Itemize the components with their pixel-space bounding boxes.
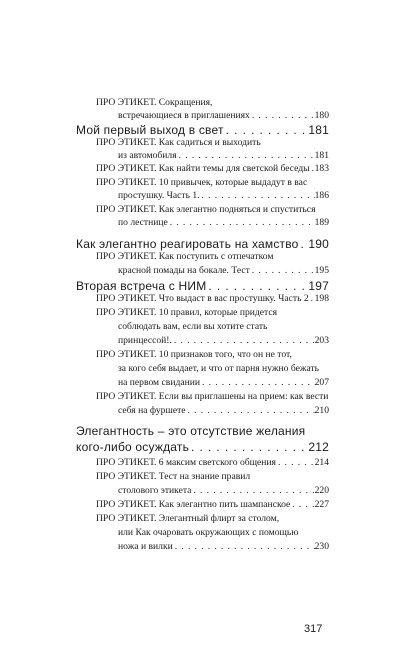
toc-entry-title: ПРО ЭТИКЕТ. Как элегантно пить шампанское	[96, 499, 291, 510]
toc-entry-line	[96, 204, 329, 216]
toc-entry-line	[118, 265, 329, 277]
toc-entry-line	[96, 457, 329, 469]
toc-entry-title: на первом свидании	[118, 377, 200, 388]
toc-entry-line	[96, 391, 329, 403]
toc-entry-line	[118, 527, 329, 539]
toc-entry-title: Вторая встреча с НИМ	[76, 279, 207, 293]
toc-entry-line	[96, 97, 329, 109]
toc-chapter-line	[76, 424, 329, 438]
toc-entry-title: ПРО ЭТИКЕТ. Как найти темы для светской беседы	[96, 163, 310, 174]
toc-entry-title: ПРО ЭТИКЕТ. Элегантный флирт за столом,	[96, 513, 280, 524]
dot-leader	[186, 405, 315, 417]
toc-entry-line	[96, 251, 329, 263]
page-number: 317	[304, 623, 323, 635]
dot-leader	[177, 150, 315, 162]
toc-entry-line	[96, 499, 329, 511]
toc-entry-title: из автомобиля	[118, 150, 177, 161]
toc-entry-line	[96, 163, 329, 175]
toc-entry-line	[96, 513, 329, 525]
toc-entry-line	[118, 321, 329, 333]
toc-entry-title: соблюдать вам, если вы хотите стать	[118, 321, 268, 332]
toc-entry-line	[118, 485, 329, 497]
toc-chapter-line	[76, 440, 329, 454]
toc-page-number: 203	[314, 335, 329, 346]
dot-leader	[200, 377, 315, 389]
toc-page-number: 197	[308, 279, 329, 293]
toc-entry-line	[118, 190, 329, 202]
dot-leader	[250, 265, 315, 277]
toc-entry-title: ПРО ЭТИКЕТ. Как элегантно подняться и спуститься	[96, 204, 316, 215]
toc-entry-line	[96, 177, 329, 189]
toc-entry-title: принцессой!.	[118, 335, 172, 346]
toc-page-number: 212	[308, 440, 329, 454]
toc-entry-title: ПРО ЭТИКЕТ. 10 признаков того, что он не тот,	[96, 349, 292, 360]
toc-entry-title: Мой первый выход в свет	[76, 123, 224, 137]
toc-entry-title: ПРО ЭТИКЕТ. 10 привычек, которые выдадут в вас	[96, 177, 308, 188]
toc-page-number: 214	[314, 457, 329, 468]
toc-page-number: 190	[308, 237, 329, 251]
toc-entry-title: столового этикета	[118, 485, 192, 496]
toc-entry-title: ПРО ЭТИКЕТ. Как поступить с отпечатком	[96, 251, 274, 262]
toc-entry-line	[118, 150, 329, 162]
toc-entry-title: ПРО ЭТИКЕТ. 6 максим светского общения	[96, 457, 276, 468]
toc-entry-line	[118, 541, 329, 553]
toc-page-number: 186	[314, 190, 329, 201]
toc-entry-title: ПРО ЭТИКЕТ. Тест на знание правил	[96, 471, 251, 482]
toc-page-number: 230	[314, 541, 329, 552]
dot-leader	[250, 110, 315, 122]
toc-page-number: 198	[314, 293, 329, 304]
toc-page-number: 183	[314, 163, 329, 174]
toc-entry-line	[118, 110, 329, 122]
toc-entry-title: Как элегантно реагировать на хамство	[76, 237, 299, 251]
toc-entry-title: встречающиеся в приглашениях	[118, 110, 250, 121]
toc-page-number: 180	[314, 110, 329, 121]
toc-page-number: 189	[314, 217, 329, 228]
dot-leader	[173, 541, 315, 553]
toc-entry-title: ПРО ЭТИКЕТ. 10 правил, которые придется	[96, 307, 278, 318]
toc-entry-line	[96, 293, 329, 305]
dot-leader	[200, 190, 315, 202]
toc-entry-line	[96, 307, 329, 319]
toc-entry-title: Элегантность – это отсутствие желания	[76, 424, 306, 438]
toc-chapter-line	[76, 123, 329, 137]
toc-entry-line	[118, 377, 329, 389]
toc-entry-line	[96, 137, 329, 149]
toc-chapter-line	[76, 237, 329, 251]
toc-page-number: 207	[314, 377, 329, 388]
toc-entry-title: ПРО ЭТИКЕТ. Если вы приглашены на прием: как вести	[96, 391, 329, 402]
dot-leader	[290, 499, 314, 511]
toc-entry-line	[118, 217, 329, 229]
toc-entry-title: или Как очаровать окружающих с помощью	[118, 527, 299, 538]
toc-entry-title: себя на фуршете	[118, 405, 186, 416]
toc-entry-line	[96, 471, 329, 483]
toc-page-number: 227	[314, 499, 329, 510]
dot-leader	[224, 123, 309, 137]
dot-leader	[172, 335, 315, 347]
toc-page-number: 195	[314, 265, 329, 276]
toc-entry-title: кого-либо осуждать	[76, 440, 190, 454]
toc-entry-title: по лестнице	[118, 217, 168, 228]
toc-entry-line	[118, 363, 329, 375]
toc-page-number: 181	[314, 150, 329, 161]
toc-entry-line	[118, 405, 329, 417]
toc-entry-title: за кого себя выдает, и что от парня нужно бежать	[118, 363, 320, 374]
toc-entry-title: ПРО ЭТИКЕТ. Сокращения,	[96, 97, 213, 108]
dot-leader	[299, 237, 309, 251]
dot-leader	[276, 457, 315, 469]
toc-entry-title: ножа и вилки	[118, 541, 173, 552]
toc-entry-line	[118, 335, 329, 347]
dot-leader	[206, 279, 308, 293]
toc-entry-title: ПРО ЭТИКЕТ. Как садиться и выходить	[96, 137, 261, 148]
dot-leader	[168, 217, 315, 229]
toc-page-number: 220	[314, 485, 329, 496]
toc-entry-title: простушку. Часть 1.	[118, 190, 200, 201]
toc-entry-title: красной помады на бокале. Тест	[118, 265, 250, 276]
toc-entry-title: ПРО ЭТИКЕТ. Что выдаст в вас простушку. Часть 2	[96, 293, 309, 304]
toc-page-number: 210	[314, 405, 329, 416]
toc-entry-line	[96, 349, 329, 361]
dot-leader	[191, 485, 314, 497]
toc-page-number: 181	[308, 123, 329, 137]
toc-chapter-line	[76, 279, 329, 293]
dot-leader	[189, 440, 308, 454]
